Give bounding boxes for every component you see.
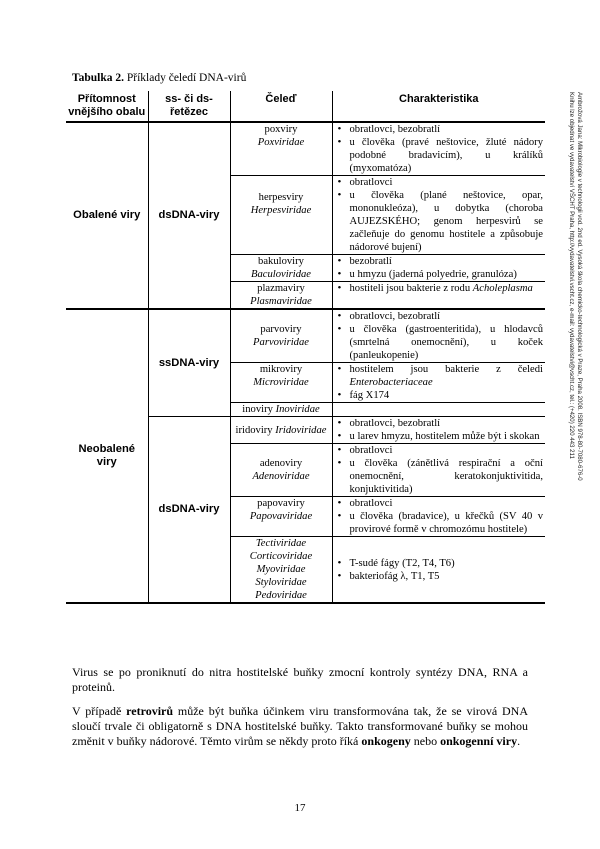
text-run: . <box>517 734 521 748</box>
family-latin: Styloviridae <box>255 577 307 588</box>
family-cell <box>230 176 332 255</box>
list-item: • u člověka (zánětlivá respirační a oční onemocnění, keratokonjuktivitida, konjuktivitida) <box>333 457 544 496</box>
term-retroviruses: retrovirů <box>126 704 174 718</box>
item-text: hostitelem jsou bakterie z čeledi <box>349 364 543 375</box>
caption-label: Tabulka 2. <box>72 72 124 84</box>
table-caption <box>72 72 246 84</box>
header-envelope: Přítomnost vnějšího obalu <box>66 91 148 122</box>
list-item: • u člověka (bradavice), u křečků (SV 40 v provirové formě v chromozómu hostitele) <box>333 510 544 536</box>
list-item: • u člověka (gastroenteritida), u hlodavců (smrtelná onemocnění), u koček (panleukopenie) <box>333 323 544 362</box>
list-item: • T-sudé fágy (T2, T4, T6) <box>333 557 544 570</box>
header-characteristics: Charakteristika <box>332 91 545 122</box>
text-run: nebo <box>410 734 441 748</box>
term-oncogenes: onkogeny <box>361 734 411 748</box>
list-item: • obratlovci <box>333 444 544 457</box>
family-cell <box>230 255 332 282</box>
list-item: • obratlovci, bezobratlí <box>333 417 544 430</box>
family-name: herpesviry <box>258 192 304 203</box>
list-item <box>333 282 544 295</box>
family-latin: Iridoviridae <box>275 424 327 436</box>
list-item: • obratlovci, bezobratlí <box>333 123 544 136</box>
family-cell <box>230 122 332 176</box>
family-latin: Papovaviridae <box>249 511 313 522</box>
family-name: plazmaviry <box>257 283 305 294</box>
characteristics-cell <box>332 403 545 417</box>
list-item: • u člověka (pravé neštovice, žluté nádory podobné bradavicím), u králíků (myxomatóza) <box>333 136 544 175</box>
family-name: bakuloviry <box>258 256 304 267</box>
family-latin: Plasmaviridae <box>250 296 312 307</box>
text-run: V případě <box>72 704 127 718</box>
family-name: mikroviry <box>259 364 303 375</box>
order-info-line: Knihu lze objednat ve vydavatelství VŠCHT Praha, http://vydavatelstvi.vscht.cz, e-mail: vydavatelstvi@vscht.cz, tel.: (+420) 220 443 211 <box>568 92 575 459</box>
paragraph-1: Virus se po proniknutí do nitra hostitelské buňky zmocní kontroly syntézy DNA, RNA a proteinů. <box>72 665 528 694</box>
family-latin: Baculoviridae <box>250 269 311 280</box>
family-name: poxviry <box>264 124 298 135</box>
family-name: papovaviry <box>257 498 305 509</box>
characteristics-cell <box>332 309 545 363</box>
family-latin: Myoviridae <box>256 564 306 575</box>
characteristics-cell <box>332 176 545 255</box>
family-name: parvoviry <box>260 324 302 335</box>
family-name-italic: Enterobacteriaceae <box>349 377 433 388</box>
genus-name: Acholeplasma <box>472 283 533 294</box>
family-latin: Poxviridae <box>257 137 305 148</box>
characteristics-cell <box>332 363 545 403</box>
list-item: • obratlovci, bezobratlí <box>333 310 544 323</box>
strand-ssdna: ssDNA-viry <box>148 309 230 417</box>
family-latin: Corticoviridae <box>249 551 313 562</box>
characteristics-cell <box>332 282 545 310</box>
item-text: hostiteli jsou bakterie z rodu <box>349 283 473 294</box>
family-cell <box>230 363 332 403</box>
text-run: může být buňka účinkem viru transformována tak, že se virová DNA sloučí trvale či obligatorně s DNA hostitelské buňky. Takto transformované buňky se mohou změnit v buňky nádorové. Těmto virům se někdy proto říká <box>72 704 528 748</box>
family-latin: Pedoviridae <box>255 590 307 601</box>
citation-line: Ambrožová Jana: Mikrobiologie v technologii vod. 2nd ed. Vysoká škola chemicko-technologická v Praze, Praha 2008. ISBN 978-80-7080-676-0 <box>576 92 583 481</box>
characteristics-cell <box>332 255 545 282</box>
list-item: • fág X174 <box>333 389 544 402</box>
table-header-row <box>66 91 545 122</box>
list-item: • u hmyzu (jaderná polyedrie, granulóza) <box>333 268 544 281</box>
family-latin: Tectiviridae <box>255 538 307 549</box>
side-citation <box>567 92 583 612</box>
characteristics-cell <box>332 444 545 497</box>
page-number: 17 <box>294 802 306 814</box>
list-item <box>333 363 544 389</box>
family-cell <box>230 417 332 444</box>
group-nonenveloped: Neobalené viry <box>66 309 148 603</box>
list-item: • obratlovci <box>333 176 544 189</box>
paragraph-2 <box>72 704 528 749</box>
family-cell <box>230 309 332 363</box>
characteristics-cell <box>332 122 545 176</box>
group-enveloped: Obalené viry <box>66 122 148 309</box>
strand-dsdna: dsDNA-viry <box>148 122 230 309</box>
list-item: • u člověka (plané neštovice, opar, mononukleóza), u dobytka (choroba AUJEZSKÉHO; genom herpesvirů se začleňuje do genomu hostitele a způsobuje nádorové bujení) <box>333 189 544 254</box>
characteristics-cell <box>332 497 545 537</box>
family-latin: Inoviridae <box>275 404 320 415</box>
family-cell <box>230 282 332 310</box>
strand-dsdna: dsDNA-viry <box>148 417 230 604</box>
family-name: iridoviry <box>235 424 273 436</box>
list-item: • u larev hmyzu, hostitelem může být i skokan <box>333 430 544 443</box>
characteristics-cell <box>332 537 545 604</box>
term-oncogenic-viruses: onkogenní viry <box>440 734 518 748</box>
family-cell <box>230 444 332 497</box>
family-cell <box>230 537 332 604</box>
family-name: inoviry <box>242 404 273 415</box>
family-latin: Parvoviridae <box>253 337 309 348</box>
header-family: Čeleď <box>230 91 332 122</box>
list-item: • obratlovci <box>333 497 544 510</box>
list-item: • bakteriofág λ, T1, T5 <box>333 570 544 583</box>
family-name: adenoviry <box>259 458 303 469</box>
family-latin: Herpesviridae <box>250 205 312 216</box>
table-row <box>66 122 545 176</box>
dna-virus-table <box>66 91 545 604</box>
list-item: • bezobratlí <box>333 255 544 268</box>
table-row <box>66 309 545 363</box>
caption-text: Příklady čeledí DNA-virů <box>126 72 247 84</box>
characteristics-cell <box>332 417 545 444</box>
family-cell <box>230 497 332 537</box>
family-latin: Microviridae <box>253 377 309 388</box>
family-cell <box>230 403 332 417</box>
header-strand: ss- či ds-řetězec <box>148 91 230 122</box>
family-latin: Adenoviridae <box>252 471 310 482</box>
